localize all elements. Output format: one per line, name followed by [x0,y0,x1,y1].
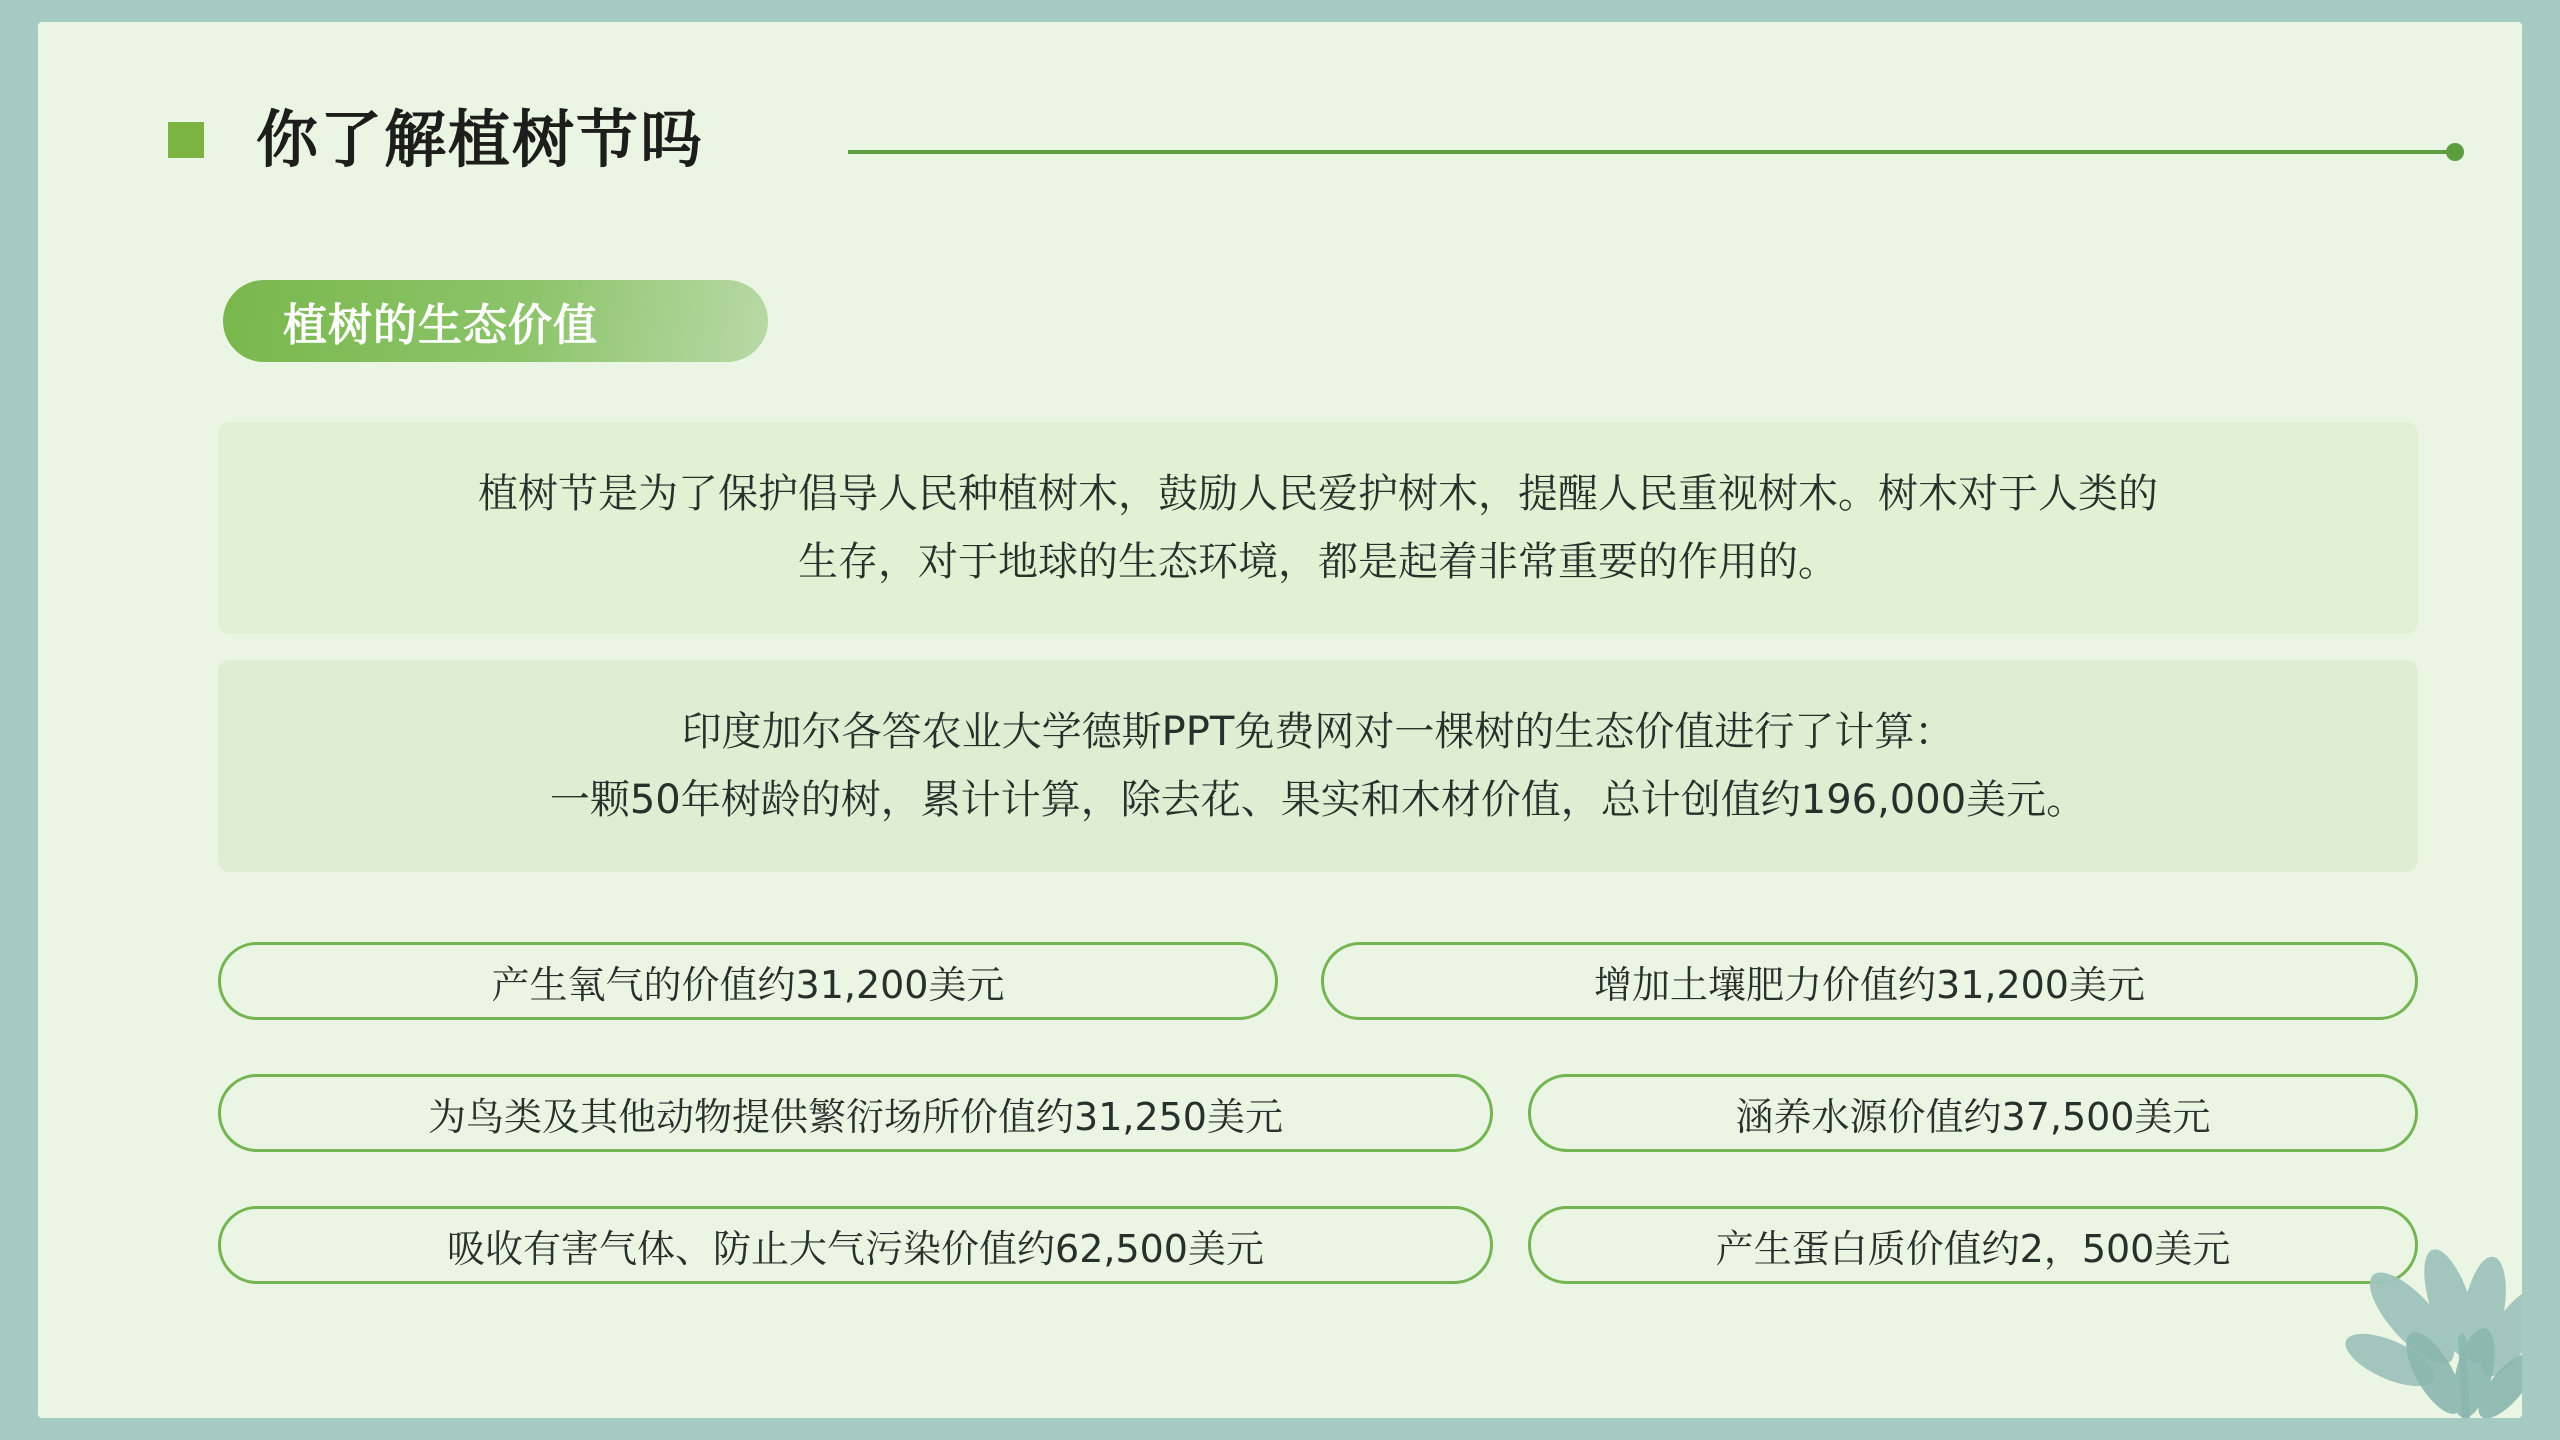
page-title: 你了解植树节吗 [256,103,705,176]
paragraph-line: 印度加尔各答农业大学德斯PPT免费网对一棵树的生态价值进行了计算： [681,709,1955,755]
value-pill-label: 产生蛋白质价值约2，500美元 [1715,1226,2231,1271]
square-bullet-icon [168,122,204,158]
dot-icon [2446,143,2464,161]
value-pill-label: 为鸟类及其他动物提供繁衍场所价值约31,250美元 [428,1094,1283,1139]
value-pill [1528,1206,2418,1284]
slide-header [38,22,2522,212]
value-pill-label: 产生氧气的价值约31,200美元 [491,962,1005,1007]
value-pill [218,942,1278,1020]
slide-card [38,22,2522,1418]
paragraph-block-1 [218,422,2418,634]
value-pill-label: 涵养水源价值约37,500美元 [1735,1094,2211,1139]
value-pill-label: 吸收有害气体、防止大气污染价值约62,500美元 [447,1226,1264,1271]
value-pill [218,1074,1493,1152]
paragraph-line: 一颗50年树龄的树，累计计算，除去花、果实和木材价值，总计创值约196,000美元。 [549,777,2087,823]
paragraph-line: 植树节是为了保护倡导人民种植树木，鼓励人民爱护树木，提醒人民重视树木。树木对于人类的 [478,471,2158,517]
section-heading-pill [223,280,768,362]
value-pill [1528,1074,2418,1152]
section-heading-label: 植树的生态价值 [283,300,598,351]
value-pill [218,1206,1493,1284]
value-pill [1321,942,2418,1020]
paragraph-block-2 [218,660,2418,872]
value-pill-label: 增加土壤肥力价值约31,200美元 [1594,962,2145,1007]
header-divider-line [848,150,2454,154]
paragraph-line: 生存，对于地球的生态环境，都是起着非常重要的作用的。 [798,539,1838,585]
